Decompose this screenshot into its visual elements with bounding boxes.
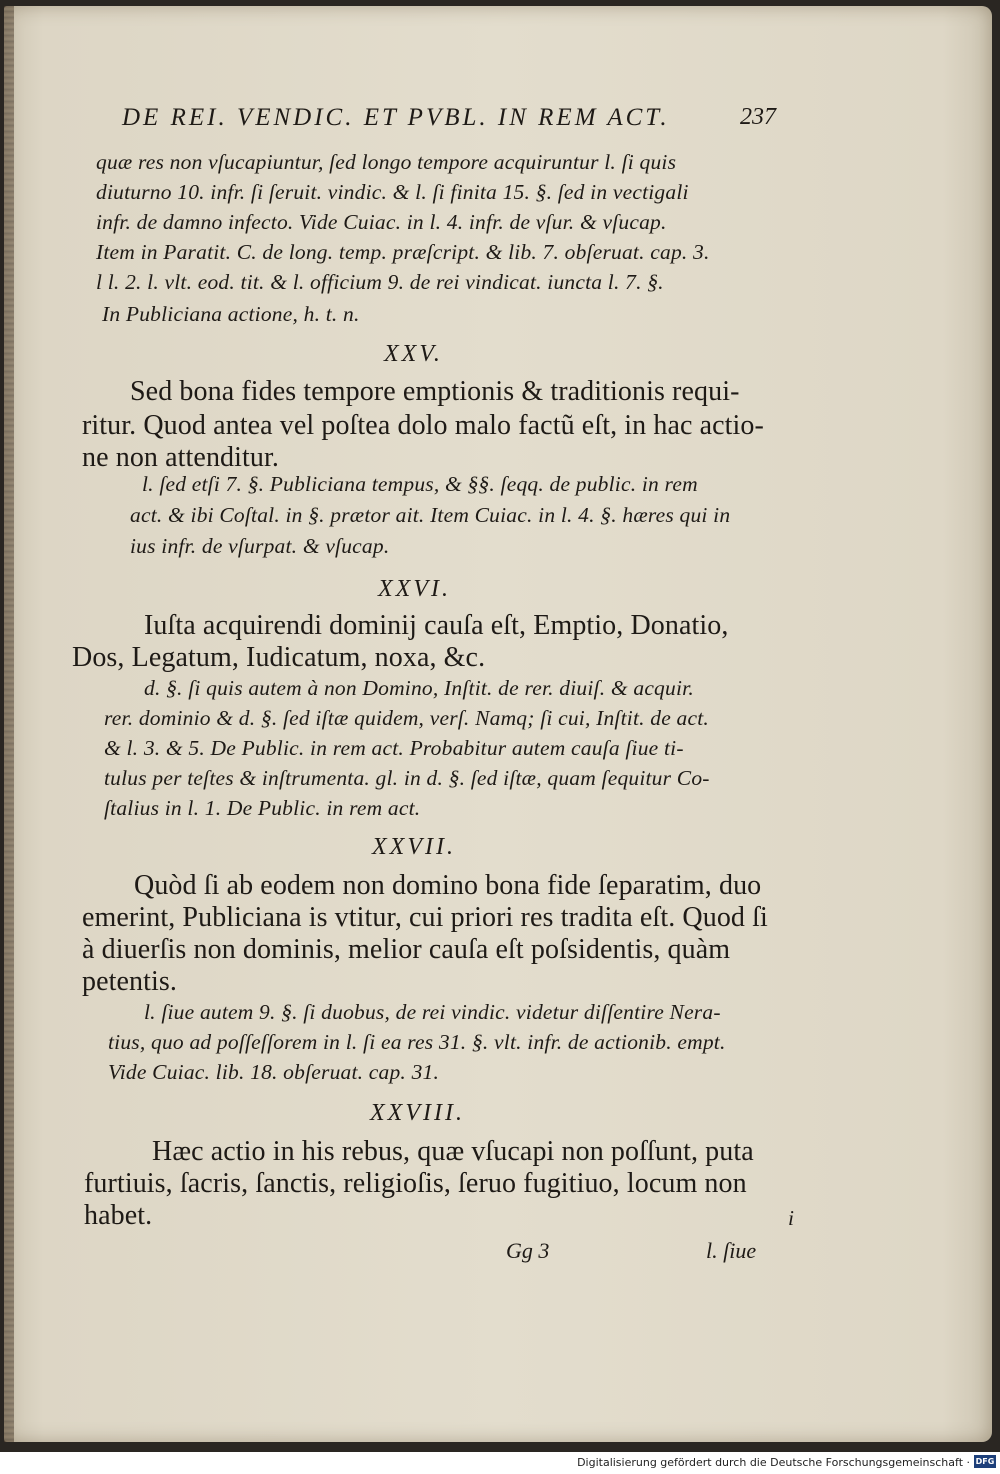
body-line: Sed bona fides tempore emptionis & traditionis requi-	[130, 376, 740, 407]
note-line: Vide Cuiac. lib. 18. obſeruat. cap. 31.	[108, 1060, 440, 1084]
body-line: ne non attenditur.	[82, 442, 279, 473]
body-line: Quòd ſi ab eodem non domino bona fide ſeparatim, duo	[134, 870, 762, 901]
body-line: Hæc actio in his rebus, quæ vſucapi non poſſunt, puta	[152, 1136, 754, 1167]
body-line: à diuerſis non dominis, melior cauſa eſt poſsidentis, quàm	[82, 934, 731, 965]
body-line: ritur. Quod antea vel poſtea dolo malo factũ eſt, in hac actio-	[82, 410, 764, 441]
note-line: l. ſed etſi 7. §. Publiciana tempus, & §§. ſeqq. de public. in rem	[142, 472, 698, 496]
note-line: diuturno 10. infr. ſi ſeruit. vindic. & l. ſi finita 15. §. ſed in vectigali	[96, 180, 689, 204]
body-line: furtiuis, ſacris, ſanctis, religioſis, ſeruo fugitiuo, locum non	[84, 1168, 747, 1199]
note-line: & l. 3. & 5. De Public. in rem act. Probabitur autem cauſa ſiue ti-	[104, 736, 684, 760]
body-line: Iuſta acquirendi dominij cauſa eſt, Emptio, Donatio,	[144, 610, 729, 641]
note-line: rer. dominio & d. §. ſed iſtæ quidem, verſ. Namq; ſi cui, Inſtit. de act.	[104, 706, 709, 730]
note-line: tius, quo ad poſſeſſorem in l. ſi ea res 31. §. vlt. infr. de actionib. empt.	[108, 1030, 726, 1054]
body-line: Dos, Legatum, Iudicatum, noxa, &c.	[72, 642, 486, 673]
funding-credit: Digitalisierung gefördert durch die Deutsche Forschungsgemeinschaft ·	[577, 1456, 970, 1469]
running-head: DE REI. VENDIC. ET PVBL. IN REM ACT.	[122, 104, 670, 131]
note-line: quæ res non vſucapiuntur, ſed longo tempore acquiruntur l. ſi quis	[96, 150, 677, 174]
body-line: habet.	[84, 1200, 153, 1231]
body-line: petentis.	[82, 966, 177, 997]
book-page	[4, 6, 992, 1442]
catchword: l. ſiue	[706, 1238, 757, 1263]
dfg-logo: DFG	[975, 1457, 995, 1466]
note-line: ius infr. de vſurpat. & vſucap.	[130, 534, 390, 558]
section-heading: XXV.	[384, 341, 443, 367]
note-line: d. §. ſi quis autem à non Domino, Inſtit. de rer. diuiſ. & acquir.	[144, 676, 694, 700]
note-line: infr. de damno infecto. Vide Cuiac. in l. 4. infr. de vſur. & vſucap.	[96, 210, 667, 234]
section-heading: XXVI.	[378, 576, 451, 602]
section-heading: XXVIII.	[370, 1100, 465, 1126]
note-line: l l. 2. l. vlt. eod. tit. & l. officium 9. de rei vindicat. iuncta l. 7. §.	[96, 270, 664, 294]
signature-mark: Gg 3	[506, 1238, 550, 1263]
note-line: l. ſiue autem 9. §. ſi duobus, de rei vindic. videtur diſſentire Nera-	[144, 1000, 721, 1024]
note-line: act. & ibi Coſtal. in §. prætor ait. Item Cuiac. in l. 4. §. hæres qui in	[130, 503, 731, 527]
note-line: ſtalius in l. 1. De Public. in rem act.	[104, 796, 421, 820]
note-line: tulus per teſtes & inſtrumenta. gl. in d. §. ſed iſtæ, quam ſequitur Co-	[104, 766, 710, 790]
folio-number: 237	[740, 104, 776, 130]
section-heading: XXVII.	[372, 834, 456, 860]
note-line: Item in Paratit. C. de long. temp. præſcript. & lib. 7. obſeruat. cap. 3.	[96, 240, 710, 264]
page-content	[4, 6, 992, 1442]
body-line: emerint, Publiciana is vtitur, cui priori res tradita eſt. Quod ſi	[82, 902, 768, 933]
note-line: In Publiciana actione, h. t. n.	[102, 302, 360, 326]
note-marker: i	[788, 1206, 795, 1230]
